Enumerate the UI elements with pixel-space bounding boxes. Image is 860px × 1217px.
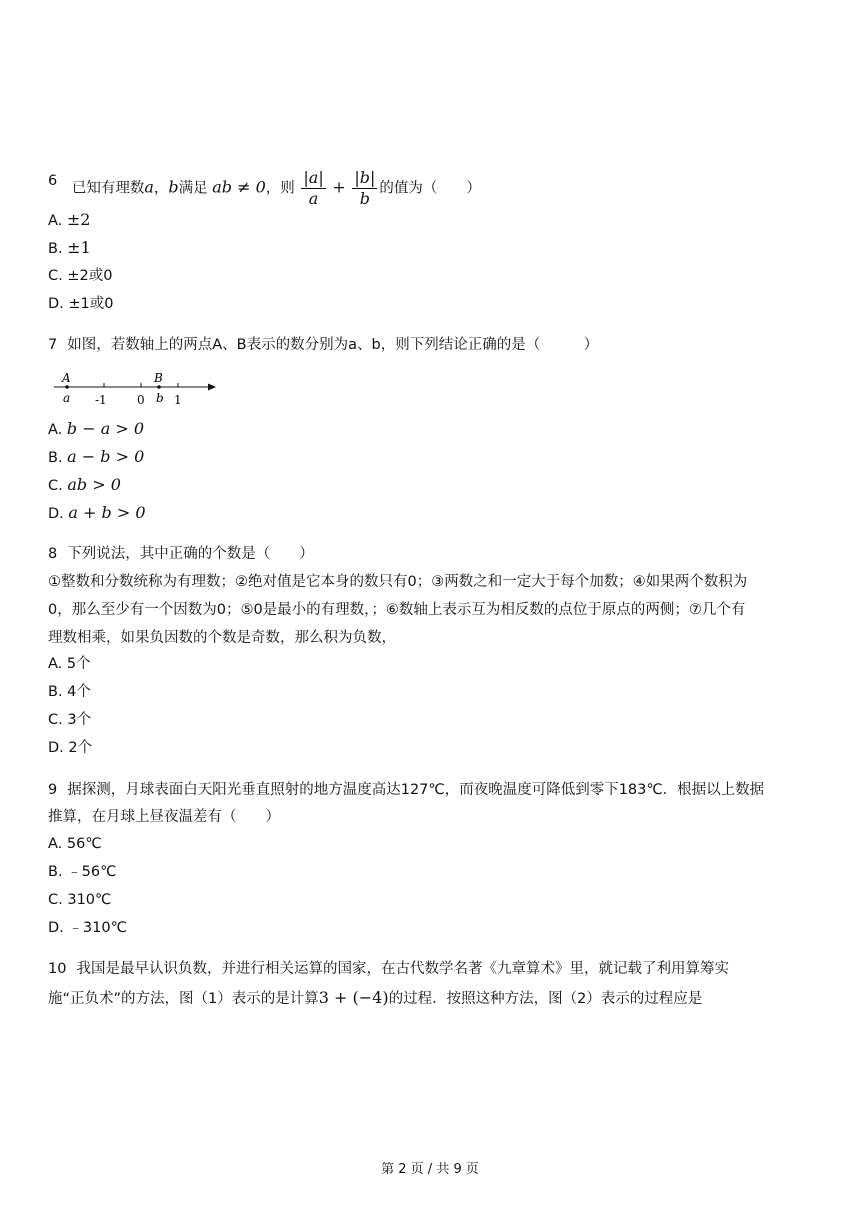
tick-label: 1 [174, 393, 182, 407]
option-label: D. [48, 506, 69, 522]
point-b-label: B [154, 371, 163, 385]
fraction-a [301, 168, 325, 209]
stem-text: 已知有理数 [71, 180, 145, 197]
option-label: B. [48, 684, 68, 700]
option-text: ﹣56℃ [67, 864, 117, 880]
option-d [48, 290, 114, 318]
option-a [48, 206, 90, 235]
question-10-stem [48, 955, 729, 983]
stem-text: 据探测，月球表面白天阳光垂直照射的地方温度高达127℃，而夜晚温度可降低到零下183℃．根据以上数据 [67, 782, 765, 798]
option-a [48, 830, 102, 858]
option-b [48, 858, 116, 886]
option-a [48, 415, 144, 444]
point-a [65, 385, 69, 389]
option-d [48, 499, 146, 528]
option-text: 5个 [66, 656, 91, 672]
math-var: b [168, 177, 179, 197]
option-b [48, 443, 144, 472]
option-c [48, 706, 91, 734]
option-label: B. [48, 450, 68, 466]
option-label: C. [48, 892, 68, 908]
point-b [157, 385, 161, 389]
option-b [48, 678, 91, 706]
option-text: ±1或0 [68, 296, 114, 312]
option-text: ﹣310℃ [68, 920, 127, 936]
statement-line: ①整数和分数统称为有理数；②绝对值是它本身的数只有0；③两数之和一定大于每个加数；④如果两个数积为 [48, 574, 748, 590]
option-label: C. [48, 478, 68, 494]
math-condition: ab ≠ 0 [212, 177, 266, 197]
page-footer: 第 2 页 / 共 9 页 [381, 1162, 479, 1177]
option-label: C. [48, 268, 68, 284]
option-text: 2个 [68, 740, 93, 756]
stem-text: 满足 [178, 180, 208, 197]
option-c [48, 262, 112, 290]
option-text: ±2或0 [67, 268, 113, 284]
statement-line: 0，那么至少有一个因数为0；⑤0是最小的有理数，；⑥数轴上表示互为相反数的点位于原点的两侧；⑦几个有 [48, 602, 746, 618]
option-label: B. [48, 864, 68, 880]
question-number: 10 [48, 961, 67, 977]
option-text: 310℃ [67, 892, 112, 908]
stem-text: 如图，若数轴上的两点A、B表示的数分别为a、b，则下列结论正确的是（ ） [67, 337, 599, 353]
option-text: 56℃ [66, 836, 102, 852]
option-a [48, 650, 91, 678]
question-6-stem [48, 168, 481, 209]
option-b [48, 234, 91, 263]
option-c [48, 886, 111, 914]
fraction-numerator: |a| [303, 168, 324, 187]
fraction-denominator: b [359, 189, 370, 208]
fraction-numerator: |b| [354, 168, 376, 187]
option-label: A. [48, 656, 67, 672]
option-text: b − a > 0 [66, 419, 145, 438]
question-9-stem [48, 776, 764, 804]
option-label: B. [48, 241, 68, 257]
stem-line [48, 984, 702, 1013]
question-8-stem [48, 540, 314, 568]
option-label: A. [48, 213, 67, 229]
option-label: C. [48, 712, 68, 728]
stem-text: 下列说法，其中正确的个数是（ ） [67, 546, 314, 562]
tick-label: 0 [137, 393, 145, 407]
stem-text: 施“正负术”的方法，图（1）表示的是计算 [48, 991, 319, 1007]
math-expression: 3 + (−4) [318, 988, 389, 1007]
option-label: A. [48, 836, 67, 852]
option-text: 4个 [67, 684, 91, 700]
stem-line: 推算，在月球上昼夜温差有（ ） [48, 809, 280, 825]
option-d [48, 734, 92, 762]
option-text: ±2 [66, 210, 91, 229]
axis-arrow-icon [208, 384, 216, 391]
question-number: 8 [48, 546, 58, 562]
option-label: D. [48, 920, 69, 936]
option-label: D. [48, 740, 69, 756]
question-7-stem [48, 331, 598, 359]
option-text: 3个 [67, 712, 92, 728]
option-text: a + b > 0 [68, 503, 146, 522]
plus-sign: + [332, 177, 346, 197]
option-label: A. [48, 422, 67, 438]
point-b-value: b [156, 391, 164, 405]
question-number: 9 [48, 782, 58, 798]
statement-line: 理数相乘，如果负因数的个数是奇数，那么积为负数， [48, 630, 396, 646]
stem-text: ， [153, 180, 169, 197]
option-d [48, 914, 127, 942]
option-text: ab > 0 [67, 475, 121, 494]
fraction-b [352, 168, 377, 209]
tick-label: -1 [95, 393, 107, 407]
number-line-figure [50, 368, 220, 410]
point-a-label: A [62, 371, 71, 385]
option-c [48, 471, 121, 500]
stem-text: 我国是最早认识负数，并进行相关运算的国家，在古代数学名著《九章算术》里，就记载了利用算筹实 [76, 961, 729, 977]
fraction-denominator: a [308, 189, 319, 208]
stem-text: ，则 [265, 180, 295, 197]
math-var: a [144, 177, 154, 197]
question-number: 6 [48, 172, 58, 189]
stem-text: 的过程．按照这种方法，图（2）表示的过程应是 [388, 991, 703, 1007]
option-text: ±1 [67, 238, 91, 257]
option-text: a − b > 0 [67, 447, 145, 466]
question-number: 7 [48, 337, 58, 353]
option-label: D. [48, 296, 69, 312]
point-a-value: a [63, 391, 71, 405]
stem-text: 的值为（ ） [379, 180, 481, 197]
